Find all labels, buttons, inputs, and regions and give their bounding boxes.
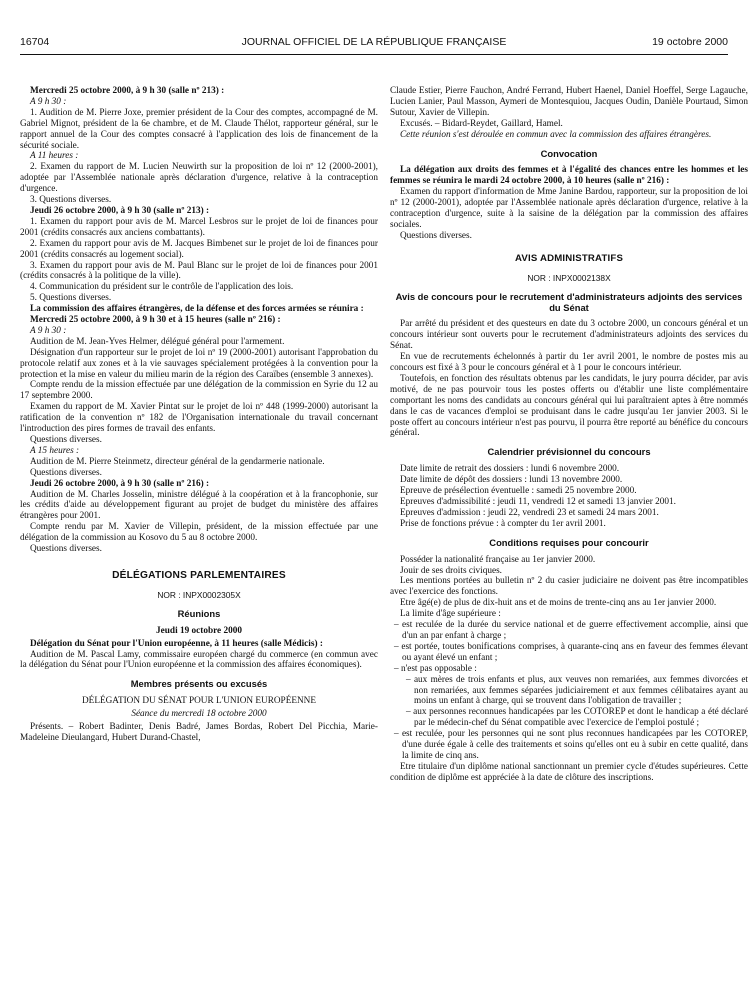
condition-item: Etre titulaire d'un diplôme national sanctionnant un premier cycle d'études supérieures. Cette condition de diplôme est appréciée à la date de clôture des inscriptions. bbox=[390, 761, 748, 783]
subsection-title-calendrier: Calendrier prévisionnel du concours bbox=[487, 446, 651, 458]
section-title-delegations: DÉLÉGATIONS PARLEMENTAIRES bbox=[112, 569, 286, 581]
agenda-item: 3. Questions diverses. bbox=[30, 195, 112, 206]
list-item: – aux personnes reconnues handicapées par les COTOREP et dont le handicap a été déclaré par le médecin-chef du Sénat compatible avec l'exercice de l'emploi postulé ; bbox=[406, 707, 748, 729]
issue-date: 19 octobre 2000 bbox=[652, 36, 728, 48]
agenda-item: 1. Examen du rapport pour avis de M. Marcel Lesbros sur le projet de loi de finances pour 2001 (crédits consacrés aux anciens combattants). bbox=[20, 216, 378, 238]
condition-item: Jouir de ses droits civiques. bbox=[400, 565, 502, 576]
excused-members: Excusés. – Bidard-Reydet, Gaillard, Hamel. bbox=[400, 118, 563, 129]
agenda-item: Audition de M. Pascal Lamy, commissaire européen chargé du commerce (en commun avec la délégation du Sénat pour l'Union européenne et la commission des affaires économiques). bbox=[20, 649, 378, 671]
session-heading: Mercredi 25 octobre 2000, à 9 h 30 (salle nº 213) : bbox=[30, 86, 225, 96]
page-header bbox=[20, 36, 728, 52]
nor-reference: NOR : INPX0002305X bbox=[157, 589, 241, 600]
agenda-item: 2. Examen du rapport de M. Lucien Neuwirth sur la proposition de loi nº 12 (2000-2001), adoptée par l'Assemblée nationale après déclaration d'urgence, relative à la contraception d'urgence. bbox=[20, 162, 378, 195]
list-item: – n'est pas opposable : bbox=[394, 663, 477, 674]
session-heading: Jeudi 26 octobre 2000, à 9 h 30 (salle nº 213) : bbox=[30, 205, 210, 216]
subsection-title-conditions: Conditions requises pour concourir bbox=[489, 536, 649, 548]
delegation-heading: Délégation du Sénat pour l'Union européenne, à 11 heures (salle Médicis) : bbox=[30, 638, 323, 649]
agenda-item: Audition de M. Jean-Yves Helmer, délégué général pour l'armement. bbox=[30, 336, 285, 347]
subsection-title-membres: Membres présents ou excusés bbox=[130, 678, 268, 690]
time-label: A 9 h 30 : bbox=[30, 325, 67, 336]
condition-item: La limite d'âge supérieure : bbox=[400, 609, 501, 620]
present-members: Présents. – Robert Badinter, Denis Badré, James Bordas, Robert Del Picchia, Marie-Madeleine Dieulangard, Hubert Durand-Chastel, bbox=[20, 722, 378, 743]
calendar-item: Epreuves d'admissibilité : jeudi 11, vendredi 12 et samedi 13 janvier 2001. bbox=[400, 497, 676, 507]
agenda-item: Examen du rapport de M. Xavier Pintat sur le projet de loi nº 448 (1999-2000) autorisant la ratification de la convention nº 182 de l'Organisation internationale du travail concernant l'introduction des pires formes de travail des enfants. bbox=[20, 402, 378, 435]
notice-paragraph: Toutefois, en fonction des résultats obtenus par les candidats, le jury pourra décider, par avis motivé, de ne pas pourvoir tous les postes offerts ou d'établir une liste complémentaire comportant les noms des candidats au concours général qui lui paraîtraient aptes à être nommés dans le cas de vacances d'emploi se produisant dans le cadre jusqu'au 1er janvier 2003. Si le poste offert au concours intérieur n'est pas pourvu, il pourra être reporté au bénéfice du concours général. bbox=[390, 373, 748, 439]
agenda-item: Désignation d'un rapporteur sur le projet de loi nº 19 (2000-2001) autorisant l'approbation du protocole relatif aux zones et à la vie sauvages spécialement protégées à la convention pour la protection et la mise en valeur du milieu marin de la région des Caraïbes (ensemble 3 annexes). bbox=[20, 347, 378, 380]
list-item: – est reculée, pour les personnes qui ne sont plus reconnues handicapées par les COTOREP, d'une durée égale à celle des traitements et soins qu'elles ont eu à subir en cette qualité, dans la limite de cinq ans. bbox=[394, 729, 748, 761]
list-item: – aux mères de trois enfants et plus, aux veuves non remariées, aux femmes divorcées et non remariées, aux femmes séparées judiciairement et aux femmes célibataires ayant au moins un enfant à charge, qui se trouvent dans l'obligation de travailler ; bbox=[406, 674, 748, 707]
agenda-item: 3. Examen du rapport pour avis de M. Paul Blanc sur le projet de loi de finances pour 2001 (crédits consacrés à la politique de la ville). bbox=[20, 260, 378, 282]
agenda-item: 1. Audition de M. Pierre Joxe, premier président de la Cour des comptes, accompagné de M. Gabriel Mignot, président de la 6e chambre, et de M. Claude Thélot, rapporteur général, sur le rapport annuel de la Cour des comptes consacré à l'application des lois de financement de la sécurité sociale. bbox=[20, 107, 378, 151]
age-limit-list bbox=[390, 620, 748, 762]
left-column bbox=[20, 86, 378, 744]
condition-item: Les mentions portées au bulletin nº 2 du casier judiciaire ne doivent pas être incompatibles avec l'exercice des fonctions. bbox=[390, 576, 748, 598]
agenda-item: Compte rendu de la mission effectuée par une délégation de la commission en Syrie du 12 au 17 septembre 2000. bbox=[20, 380, 378, 402]
notice-title: Avis de concours pour le recrutement d'administrateurs adjoints des services du Sénat bbox=[395, 290, 743, 313]
notice-paragraph: Par arrêté du président et des questeurs en date du 3 octobre 2000, un concours général et un concours intérieur sont ouverts pour le recrutement d'administrateurs adjoints des services du Sénat. bbox=[390, 319, 748, 352]
subsection-title-reunions: Réunions bbox=[177, 607, 221, 619]
present-members-continued: Claude Estier, Pierre Fauchon, André Ferrand, Hubert Haenel, Daniel Hoeffel, Serge Lagauche, Lucien Lanier, Paul Masson, Aymeri de Montesquiou, Jacques Oudin, Danièle Pourtaud, Simon Sutour, Xavier de Villepin. bbox=[390, 86, 748, 118]
calendar-item: Date limite de dépôt des dossiers : lundi 13 novembre 2000. bbox=[400, 475, 623, 486]
list-item: – est portée, toutes bonifications comprises, à quarante-cinq ans en faveur des femmes élevant ou ayant élevé un enfant ; bbox=[394, 641, 748, 663]
time-label: A 15 heures : bbox=[30, 445, 80, 456]
agenda-item: Audition de M. Charles Josselin, ministre délégué à la coopération et à la francophonie, sur les crédits d'aide au développement figurant au projet de budget du ministère des affaires étrangères pour 2001. bbox=[20, 489, 378, 522]
notice-paragraph: En vue de recrutements échelonnés à partir du 1er avril 2001, le nombre de postes mis au concours est fixé à 3 pour le concours général et à 1 pour le concours intérieur. bbox=[390, 352, 748, 374]
agenda-item: Questions diverses. bbox=[30, 467, 102, 478]
time-label: A 11 heures : bbox=[30, 151, 79, 162]
delegation-heading: La délégation aux droits des femmes et à l'égalité des chances entre les hommes et les femmes se réunira le mardi 24 octobre 2000, à 10 heures (salle nº 216) : bbox=[390, 165, 748, 187]
commission-heading: La commission des affaires étrangères, de la défense et des forces armées se réunira : bbox=[30, 304, 364, 315]
subsection-title-convocation: Convocation bbox=[540, 147, 598, 159]
session-heading: Mercredi 25 octobre 2000, à 9 h 30 et à 15 heures (salle nº 216) : bbox=[30, 315, 281, 326]
agenda-item: Examen du rapport d'information de Mme Janine Bardou, rapporteur, sur la proposition de loi nº 12 (2000-2001), adoptée par l'Assemblée nationale après déclaration d'urgence, relative à la contraception d'urgence, suite à la saisine de la délégation par la commission des affaires sociales. bbox=[390, 187, 748, 230]
agenda-item: 5. Questions diverses. bbox=[30, 293, 112, 304]
condition-item: Etre âgé(e) de plus de dix-huit ans et de moins de trente-cinq ans au 1er janvier 2000. bbox=[400, 598, 717, 609]
nor-reference: NOR : INPX0002138X bbox=[527, 272, 611, 283]
journal-title: JOURNAL OFFICIEL DE LA RÉPUBLIQUE FRANÇAISE bbox=[241, 36, 507, 48]
condition-item: Posséder la nationalité française au 1er janvier 2000. bbox=[400, 554, 596, 565]
agenda-item: Questions diverses. bbox=[30, 544, 102, 555]
seance-date: Séance du mercredi 18 octobre 2000 bbox=[131, 709, 267, 720]
agenda-item: 2. Examen du rapport pour avis de M. Jacques Bimbenet sur le projet de loi de finances pour 2001 (crédits consacrés au logement social). bbox=[20, 238, 378, 260]
agenda-item: Questions diverses. bbox=[30, 435, 102, 445]
calendar-item: Epreuve de présélection éventuelle : samedi 25 novembre 2000. bbox=[400, 486, 637, 497]
right-column bbox=[390, 86, 748, 784]
agenda-item: Questions diverses. bbox=[400, 230, 472, 241]
agenda-item: Compte rendu par M. Xavier de Villepin, président, de la mission effectuée par une délégation de la commission au Kosovo du 5 au 8 octobre 2000. bbox=[20, 522, 378, 544]
delegation-name: DÉLÉGATION DU SÉNAT POUR L'UNION EUROPÉENNE bbox=[81, 696, 317, 707]
time-label: A 9 h 30 : bbox=[30, 96, 67, 107]
section-title-avis: AVIS ADMINISTRATIFS bbox=[514, 252, 624, 264]
agenda-item: Audition de M. Pierre Steinmetz, directeur général de la gendarmerie nationale. bbox=[30, 456, 325, 467]
list-item: – est reculée de la durée du service national et de guerre effectivement accomplie, ainsi que d'un an par enfant à charge ; bbox=[394, 620, 748, 641]
header-rule bbox=[20, 54, 728, 55]
calendar-item: Date limite de retrait des dossiers : lundi 6 novembre 2000. bbox=[400, 464, 620, 475]
date-heading: Jeudi 19 octobre 2000 bbox=[156, 625, 242, 636]
calendar-item: Epreuves d'admission : jeudi 22, vendredi 23 et samedi 24 mars 2001. bbox=[400, 507, 659, 518]
meeting-note: Cette réunion s'est déroulée en commun avec la commission des affaires étrangères. bbox=[400, 129, 712, 140]
agenda-item: 4. Communication du président sur le contrôle de l'application des lois. bbox=[30, 282, 294, 293]
calendar-item: Prise de fonctions prévue : à compter du 1er avril 2001. bbox=[400, 518, 606, 529]
session-heading: Jeudi 26 octobre 2000, à 9 h 30 (salle nº 216) : bbox=[30, 478, 210, 489]
page-number: 16704 bbox=[20, 36, 50, 48]
